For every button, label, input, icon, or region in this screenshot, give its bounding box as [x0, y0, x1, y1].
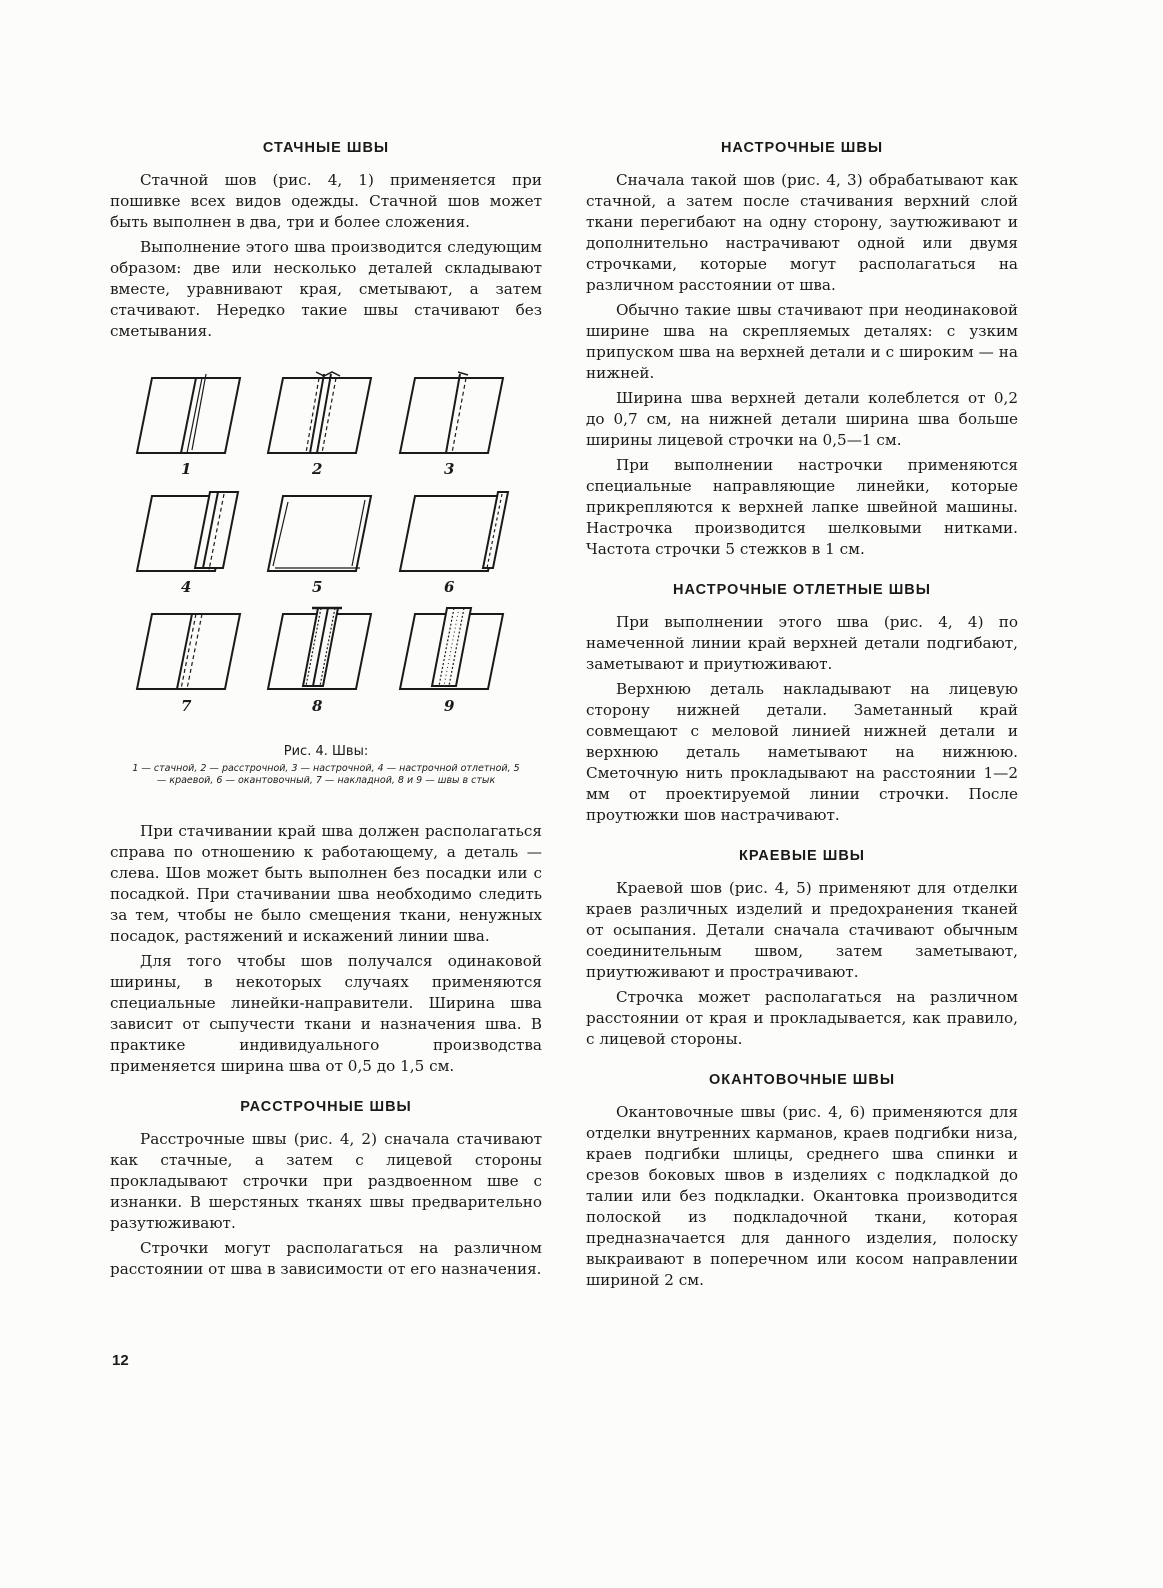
- paragraph: Для того чтобы шов получался одинаковой ширины, в некоторых случаях применяются специальные линейки-направители. Ширина шва зависит от сыпучести ткани и назначения шва. В практике индивидуального производства применяется ширина шва от 0,5 до 1,5 см.: [110, 952, 542, 1075]
- paragraph: Стачной шов (рис. 4, 1) применяется при пошивке всех видов одежды. Стачной шов может быть выполнен в два, три и более сложения.: [110, 171, 542, 231]
- paragraph: При выполнении этого шва (рис. 4, 4) по намеченной линии край верхней детали подгибают, заметывают и приутюживают.: [586, 613, 1018, 673]
- section-stachnye: [110, 140, 542, 342]
- paragraph: Ширина шва верхней детали колеблется от 0,2 до 0,7 см, на нижней детали ширина шва больше ширины лицевой строчки на 0,5—1 см.: [586, 389, 1018, 449]
- paragraph: Выполнение этого шва производится следующим образом: две или несколько деталей складывают вместе, уравнивают края, сметывают, а затем стачивают. Нередко такие швы стачивают без сметывания.: [110, 238, 542, 340]
- paragraph: Верхнюю деталь накладывают на лицевую сторону нижней детали. Заметанный край совмещают с меловой линией нижней детали и верхнюю деталь наметывают на нижнюю. Сметочную нить прокладывают на расстоянии 1—2 мм от проектируемой линии строчки. После проутюжки шов настрачивают.: [586, 680, 1018, 824]
- seam-8-drawing: [268, 608, 371, 689]
- paragraph: Строчки могут располагаться на различном расстоянии от шва в зависимости от его назначения.: [110, 1239, 542, 1278]
- figure-label: 7: [181, 697, 192, 715]
- page-number: 12: [112, 1352, 129, 1369]
- figure-caption: Рис. 4. Швы:: [283, 744, 369, 759]
- seam-6-drawing: [400, 492, 508, 571]
- section-heading: ОКАНТОВОЧНЫЕ ШВЫ: [708, 1072, 896, 1088]
- section-heading: СТАЧНЫЕ ШВЫ: [262, 140, 390, 156]
- seam-9-drawing: [400, 608, 503, 689]
- section-rasstrochnye: [110, 1099, 542, 1280]
- section-kraevye: [586, 848, 1018, 1050]
- seam-2-drawing: [268, 372, 371, 453]
- seams-diagram: [110, 368, 542, 738]
- section-otletnye: [586, 582, 1018, 826]
- figure-label: 4: [181, 578, 192, 596]
- paragraph: Окантовочные швы (рис. 4, 6) применяются для отделки внутренних карманов, краев подгибки низа, краев подгибки шлицы, среднего шва спинки и срезов боковых швов в изделиях с подкладкой до талии или без подкладки. Окантовка производится полоской из подкладочной ткани, которая предназначается для данного изделия, полоску выкраивают в поперечном или косом направлении шириной 2 см.: [586, 1103, 1018, 1289]
- section-stachnye-cont: [110, 821, 542, 1077]
- paragraph: Расстрочные швы (рис. 4, 2) сначала стачивают как стачные, а затем с лицевой стороны прокладывают строчки при раздвоенном шве с изнанки. В шерстяных тканях швы предварительно разутюживают.: [110, 1130, 542, 1232]
- paragraph: При стачивании край шва должен располагаться справа по отношению к работающему, а деталь — слева. Шов может быть выполнен без посадки или с посадкой. При стачивании шва необходимо следить за тем, чтобы не было смещения ткани, ненужных посадок, растяжений и искажений линии шва.: [110, 822, 542, 945]
- paragraph: Обычно такие швы стачивают при неодинаковой ширине шва на скрепляемых деталях: с узким припуском шва на верхней детали и с широким — на нижней.: [586, 301, 1018, 382]
- figure-legend: 1 — стачной, 2 — расстрочной, 3 — настрочной, 4 — настрочной отлетной, 5 — краевой, 6 — окантовочный, 7 — накладной, 8 и 9 — швы в стык: [132, 763, 520, 786]
- right-column: [586, 140, 1018, 1313]
- paragraph: Сначала такой шов (рис. 4, 3) обрабатывают как стачной, а затем после стачивания верхний слой ткани перегибают на одну сторону, заутюживают и дополнительно настрачивают одной или двумя строчками, которые могут располагаться на различном расстоянии от шва.: [586, 171, 1018, 294]
- figure-label: 1: [181, 460, 192, 478]
- seam-1-drawing: [137, 374, 240, 453]
- section-heading: РАССТРОЧНЫЕ ШВЫ: [240, 1099, 412, 1115]
- section-nastrochnye: [586, 140, 1018, 560]
- figure-label: 3: [444, 460, 455, 478]
- figure-label: 9: [444, 697, 455, 715]
- paragraph: Краевой шов (рис. 4, 5) применяют для отделки краев различных изделий и предохранения тканей от осыпания. Детали сначала стачивают обычным соединительным швом, затем заметывают, приутюживают и прострачивают.: [586, 879, 1018, 981]
- paragraph: Строчка может располагаться на различном расстоянии от края и прокладывается, как правило, с лицевой стороны.: [586, 988, 1018, 1048]
- section-heading: КРАЕВЫЕ ШВЫ: [739, 848, 865, 864]
- seam-3-drawing: [400, 372, 503, 453]
- seam-5-drawing: [268, 496, 371, 571]
- figure-label: 8: [312, 697, 323, 715]
- section-heading: НАСТРОЧНЫЕ ШВЫ: [720, 140, 884, 156]
- figure-label: 5: [312, 578, 323, 596]
- figure-seams: [110, 368, 542, 787]
- paragraph: При выполнении настрочки применяются специальные направляющие линейки, которые прикрепляются к верхней лапке швейной машины. Настрочка производится шелковыми нитками. Частота строчки 5 стежков в 1 см.: [586, 456, 1018, 558]
- seam-4-drawing: [137, 492, 238, 571]
- figure-label: 6: [444, 578, 455, 596]
- figure-label: 2: [312, 460, 323, 478]
- seam-7-drawing: [137, 614, 240, 689]
- section-heading: НАСТРОЧНЫЕ ОТЛЕТНЫЕ ШВЫ: [673, 582, 931, 598]
- section-okantovochnye: [586, 1072, 1018, 1291]
- left-column: [110, 140, 542, 1302]
